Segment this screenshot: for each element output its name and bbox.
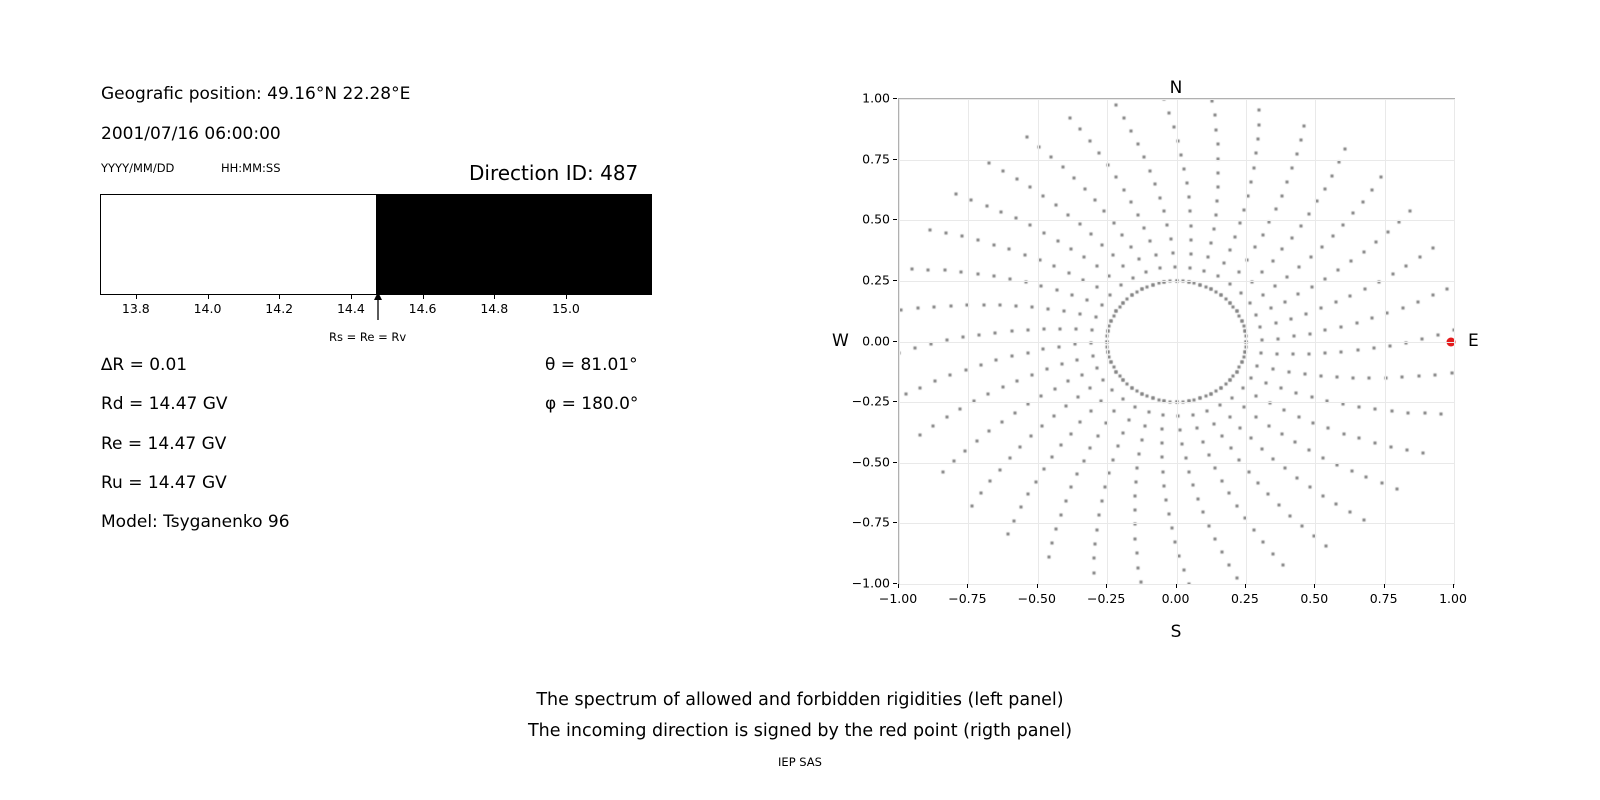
y-axis-tick-label: −1.00 bbox=[851, 575, 890, 591]
model-value: Model: Tsyganenko 96 bbox=[101, 512, 290, 532]
x-axis-tick bbox=[1037, 584, 1038, 588]
gridline-horizontal bbox=[899, 584, 1454, 585]
x-axis-tick bbox=[1176, 584, 1177, 588]
geographic-position-label: Geografic position: 49.16°N 22.28°E bbox=[101, 84, 411, 104]
delta-r-value: ∆R = 0.01 bbox=[101, 355, 188, 375]
y-axis-tick-label: −0.75 bbox=[851, 514, 890, 530]
y-axis-tick bbox=[893, 280, 897, 281]
compass-north-label: N bbox=[1169, 78, 1183, 98]
gridline-vertical bbox=[1454, 99, 1455, 584]
x-axis-tick-label: 1.00 bbox=[1439, 591, 1467, 606]
y-axis-tick-label: 0.00 bbox=[862, 333, 890, 348]
rigidity-axis-tick-label: 13.8 bbox=[121, 301, 150, 316]
y-axis-tick-label: −0.50 bbox=[851, 454, 890, 470]
gridline-horizontal bbox=[899, 281, 1454, 282]
gridline-horizontal bbox=[899, 160, 1454, 161]
y-axis-tick bbox=[893, 401, 897, 402]
rigidity-axis-tick-label: 15.0 bbox=[552, 301, 580, 316]
rigidity-axis-tick bbox=[494, 295, 495, 299]
rigidity-axis-tick-label: 14.4 bbox=[336, 301, 365, 316]
x-axis-tick-label: −1.00 bbox=[878, 591, 918, 606]
compass-west-label: W bbox=[832, 331, 849, 351]
x-axis-tick-label: 0.25 bbox=[1230, 591, 1259, 606]
x-axis-tick bbox=[1453, 584, 1454, 588]
compass-south-label: S bbox=[1170, 622, 1182, 642]
phi-value: φ = 180.0° bbox=[545, 394, 639, 414]
rigidity-axis-tick bbox=[279, 295, 280, 299]
rigidity-axis-tick-label: 14.6 bbox=[408, 301, 437, 316]
compass-east-label: E bbox=[1468, 331, 1479, 351]
gridline-horizontal bbox=[899, 402, 1454, 403]
y-axis-tick-label: 0.25 bbox=[862, 272, 890, 288]
date-format-label: YYYY/MM/DD bbox=[101, 161, 175, 175]
forbidden-region bbox=[376, 195, 651, 294]
x-axis-tick bbox=[1314, 584, 1315, 588]
x-axis-tick bbox=[1384, 584, 1385, 588]
y-axis-tick bbox=[893, 159, 897, 160]
x-axis-tick-label: 0.00 bbox=[1161, 591, 1190, 606]
y-axis-tick bbox=[893, 98, 897, 99]
x-axis-tick bbox=[1106, 584, 1107, 588]
gridline-horizontal bbox=[899, 523, 1454, 524]
cutoff-marker-label: Rs = Re = Rv bbox=[329, 330, 407, 344]
rigidity-axis-tick bbox=[208, 295, 209, 299]
y-axis-tick-label: 0.75 bbox=[862, 151, 890, 167]
gridline-horizontal bbox=[899, 463, 1454, 464]
y-axis-tick bbox=[893, 522, 897, 523]
polar-scatter-plot bbox=[898, 98, 1455, 585]
rd-value: Rd = 14.47 GV bbox=[101, 394, 228, 414]
x-axis-tick bbox=[898, 584, 899, 588]
gridline-horizontal bbox=[899, 342, 1454, 343]
rigidity-axis-tick bbox=[566, 295, 567, 299]
rigidity-axis-tick bbox=[136, 295, 137, 299]
x-axis-tick-label: 0.50 bbox=[1300, 591, 1329, 606]
datetime-label: 2001/07/16 06:00:00 bbox=[101, 124, 281, 144]
rigidity-axis-tick bbox=[351, 295, 352, 299]
rigidity-axis-tick bbox=[423, 295, 424, 299]
x-axis-tick-label: −0.50 bbox=[1017, 591, 1056, 606]
caption-line-2: The incoming direction is signed by the red point (rigth panel) bbox=[527, 721, 1073, 741]
x-axis-tick-label: 0.75 bbox=[1369, 591, 1398, 606]
gridline-horizontal bbox=[899, 99, 1454, 100]
x-axis-tick-label: −0.25 bbox=[1086, 591, 1126, 606]
x-axis-tick bbox=[1245, 584, 1246, 588]
direction-id-label: Direction ID: 487 bbox=[469, 161, 639, 185]
rigidity-axis-tick-label: 14.2 bbox=[265, 301, 294, 316]
y-axis-tick bbox=[893, 583, 897, 584]
y-axis-tick-label: 1.00 bbox=[862, 90, 890, 106]
cutoff-marker-arrow-icon bbox=[371, 292, 385, 320]
y-axis-tick bbox=[893, 341, 897, 342]
re-value: Re = 14.47 GV bbox=[101, 434, 227, 454]
rigidity-spectrum-panel bbox=[0, 0, 760, 680]
ru-value: Ru = 14.47 GV bbox=[101, 473, 227, 493]
asymptotic-directions-panel bbox=[820, 40, 1540, 660]
y-axis-tick-label: −0.25 bbox=[851, 393, 890, 409]
x-axis-tick-label: −0.75 bbox=[948, 591, 987, 606]
rigidity-axis-tick-label: 14.0 bbox=[193, 301, 222, 316]
credit-label: IEP SAS bbox=[778, 755, 822, 769]
gridline-horizontal bbox=[899, 220, 1454, 221]
rigidity-spectrum-bar bbox=[100, 194, 652, 295]
y-axis-tick-label: 0.50 bbox=[862, 211, 890, 227]
y-axis-tick bbox=[893, 462, 897, 463]
y-axis-tick bbox=[893, 219, 897, 220]
caption-line-1: The spectrum of allowed and forbidden rigidities (left panel) bbox=[536, 690, 1064, 710]
x-axis-tick bbox=[967, 584, 968, 588]
rigidity-axis-tick-label: 14.8 bbox=[480, 301, 509, 316]
figure-caption bbox=[0, 685, 1600, 747]
time-format-label: HH:MM:SS bbox=[221, 161, 281, 175]
theta-value: θ = 81.01° bbox=[545, 355, 638, 375]
